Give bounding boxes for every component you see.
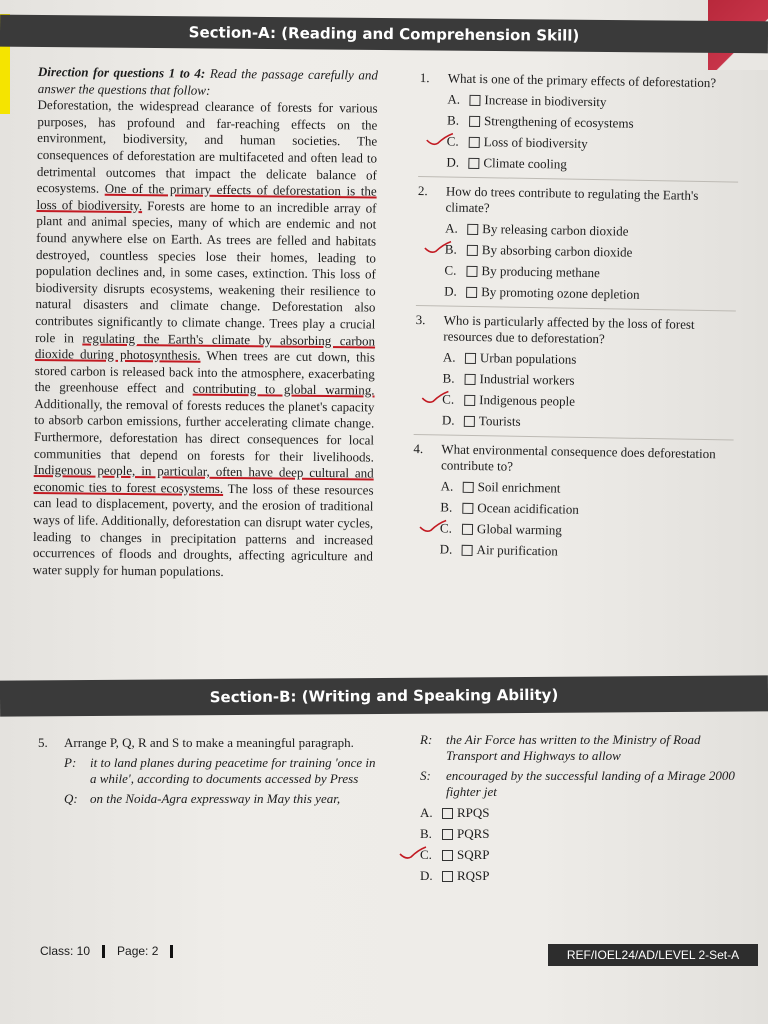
underlined-text-2: regulating the Earth's climate by absorbing carbon dioxide during photosynthesis. [34, 329, 376, 363]
checkbox[interactable] [442, 871, 453, 882]
checkbox[interactable] [465, 373, 476, 384]
checkbox[interactable] [464, 415, 475, 426]
question-text: Who is particularly affected by the loss of forest resources due to deforestation? [443, 312, 695, 347]
option-c[interactable]: C. By producing methane [444, 262, 601, 281]
checkbox[interactable] [468, 157, 479, 168]
page-label: Page: 2 [117, 944, 159, 958]
red-tick-mark-icon [423, 239, 453, 256]
checkbox[interactable] [463, 481, 474, 492]
option-c[interactable]: C. SQRP [420, 847, 740, 863]
question-text: What is one of the primary effects of deforestation? [447, 70, 717, 91]
question-5-right: R: the Air Force has written to the Ministry of Road Transport and Highways to allow S: encouraged by the successful landing of a Mirage 2000 fighter jet A. RPQS B. PQRS C. SQRP D. RQSP [420, 732, 740, 884]
option-d[interactable]: D. By promoting ozone depletion [444, 283, 640, 302]
sentence-q: on the Noida-Agra expressway in May this year, [90, 791, 341, 806]
question-text: What environmental consequence does deforestation contribute to? [440, 441, 716, 474]
option-a[interactable]: A. Soil enrichment [440, 478, 561, 496]
sentence-r: the Air Force has written to the Ministry of Road Transport and Highways to allow [446, 732, 701, 763]
checkbox[interactable] [467, 223, 478, 234]
option-c[interactable]: C. Indigenous people [442, 391, 734, 412]
question-5-left: 5. Arrange P, Q, R and S to make a meaningful paragraph. P: it to land planes during peacetime for training 'once in a while', according to documents accessed by Press Q: on the Noida-Agra expressway in May this year, [38, 735, 378, 811]
checkbox[interactable] [462, 523, 473, 534]
option-b[interactable]: B. Ocean acidification [440, 499, 579, 517]
red-tick-mark-icon [425, 131, 455, 148]
question-4: 4. What environmental consequence does deforestation contribute to? A. Soil enrichment B. Ocean acidification C. Global warming D. Air purification [411, 441, 733, 569]
reading-passage [33, 64, 378, 582]
option-a[interactable]: A. By releasing carbon dioxide [445, 220, 629, 239]
option-a[interactable]: A. Increase in biodiversity [447, 91, 607, 110]
separator-bar [170, 945, 173, 958]
checkbox[interactable] [469, 94, 480, 105]
option-b[interactable]: B. PQRS [420, 826, 490, 841]
checkbox[interactable] [469, 136, 480, 147]
underlined-text-1: One of the primary effects of deforestation is the loss of biodiversity. [36, 180, 377, 213]
question-5-text: Arrange P, Q, R and S to make a meaningful paragraph. [64, 735, 354, 750]
passage-body: Deforestation, the widespread clearance of forests for various purposes, has profound and far-reaching effects on the environment, biodiversity, and human societies. The consequences of deforestation are multifaceted and often lead to detrimental outcomes that impact the delicate balance of ecosystems. One of the primary effects of deforestation is the loss of biodiversity. Forests are home to an incredible array of plant and animal species, many of which are endemic and not found anywhere else on Earth. As trees are felled and habitats destroyed, countless species lose their homes, leading to population declines and, in some cases, extinction. This loss of biodiversity disrupts ecosystems, weakening their resilience to natural disasters and climate change. Deforestation also contributes significantly to climate change. Trees play a crucial role in regulating the Earth's climate by absorbing carbon dioxide during photosynthesis. When trees are cut down, this stored carbon is released back into the atmosphere, exacerbating the greenhouse effect and contributing to global warming. Additionally, the removal of forests reduces the planet's capacity to absorb carbon emissions, further accelerating climate change. Furthermore, deforestation has direct consequences for local communities that depend on forests for their livelihoods. Indigenous people, in particular, often have deep cultural and economic ties to forest ecosystems. The loss of these resources can lead to displacement, poverty, and the erosion of traditional ways of life. Additionally, deforestation can disrupt water cycles, leading to changes in precipitation patterns and increased occurrences of floods and droughts, affecting agriculture and water supply for human populations. [32, 97, 378, 579]
checkbox[interactable] [469, 115, 480, 126]
checkbox[interactable] [465, 352, 476, 363]
sentence-p: it to land planes during peacetime for training 'once in a while', according to documents accessed by Press [90, 755, 376, 786]
option-c[interactable]: C. Loss of biodiversity [447, 133, 739, 154]
checkbox[interactable] [467, 244, 478, 255]
option-d[interactable]: D. Tourists [441, 412, 521, 429]
option-c[interactable]: C. Global warming [440, 520, 732, 541]
question-2: 2. How do trees contribute to regulating the Earth's climate? A. By releasing carbon dioxide B. By absorbing carbon dioxide C. By producing methane D. By promoting ozone depletion [416, 183, 738, 312]
question-3: 3. Who is particularly affected by the loss of forest resources due to deforestation? A. Urban populations B. Industrial workers C. Indigenous people D. Tourists [414, 312, 736, 441]
sentence-s: encouraged by the successful landing of a Mirage 2000 fighter jet [446, 768, 735, 799]
questions-1-to-4 [411, 70, 740, 575]
checkbox[interactable] [442, 850, 453, 861]
separator-bar [102, 945, 105, 958]
checkbox[interactable] [462, 502, 473, 513]
option-b[interactable]: B. Industrial workers [442, 370, 575, 388]
option-d[interactable]: D. Air purification [439, 541, 558, 559]
reference-code: REF/IOEL24/AD/LEVEL 2-Set-A [548, 944, 758, 966]
section-b-header: Section-B: (Writing and Speaking Ability) [0, 675, 768, 716]
question-1: 1. What is one of the primary effects of deforestation? A. Increase in biodiversity B. Strengthening of ecosystems C. Loss of biodiversity D. Climate cooling [418, 70, 740, 183]
option-a[interactable]: A. RPQS [420, 805, 490, 820]
underlined-text-3: contributing to global warming. [192, 380, 375, 398]
red-tick-mark-icon [418, 518, 448, 535]
red-tick-mark-icon [420, 389, 450, 406]
option-b[interactable]: B. By absorbing carbon dioxide [445, 241, 737, 262]
section-a-header: Section-A: (Reading and Comprehension Skill) [0, 15, 768, 54]
red-tick-mark-icon [398, 845, 428, 861]
option-b[interactable]: B. Strengthening of ecosystems [447, 112, 634, 131]
checkbox[interactable] [466, 265, 477, 276]
class-label: Class: 10 [40, 944, 91, 958]
underlined-text-4: Indigenous people, in particular, often have deep cultural and economic ties to forest ecosystems. [33, 462, 374, 496]
option-d[interactable]: D. RQSP [420, 868, 490, 883]
checkbox[interactable] [442, 808, 453, 819]
option-d[interactable]: D. Climate cooling [446, 154, 567, 172]
checkbox[interactable] [442, 829, 453, 840]
footer-left [40, 944, 173, 958]
checkbox[interactable] [464, 394, 475, 405]
passage-direction: Direction for questions 1 to 4: Read the passage carefully and answer the questions that follow: [37, 64, 378, 98]
checkbox[interactable] [466, 286, 477, 297]
checkbox[interactable] [462, 544, 473, 555]
question-text: How do trees contribute to regulating the Earth's climate? [445, 183, 699, 216]
option-a[interactable]: A. Urban populations [442, 349, 577, 367]
